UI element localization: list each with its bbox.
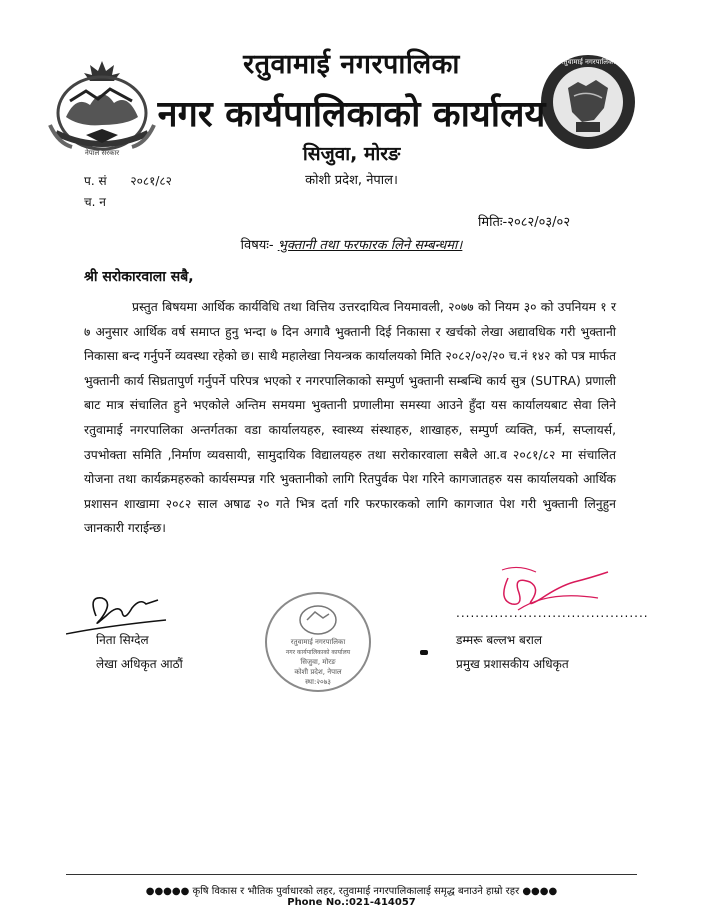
patra-value: २०८१/८२ — [130, 174, 172, 188]
office-stamp — [263, 590, 373, 695]
subject-line — [0, 235, 703, 253]
left-signatory-name: निता सिग्देल — [96, 633, 149, 647]
office-province: कोशी प्रदेश, नेपाल। — [305, 173, 398, 188]
letter-body: प्रस्तुत बिषयमा आर्थिक कार्यविधि तथा वित्तिय उत्तरदायित्व नियमावली, २०७७ को नियम ३० को उपनियम १ र ७ अनुसार आर्थिक वर्ष समाप्त हुनु भन्दा ७ दिन अगावै भुक्तानी दिई निकासा र खर्चको लेखा अद्यावधिक गरी भुक्तानी निकासा बन्द गर्नुपर्ने व्यवस्था रहेको छ। साथै महालेखा नियन्त्रक कार्यालयको मिति २०८२/०२/२० च.नं १४२ को पत्र मार्फत भुक्तानी कार्य सिघ्रतापुर्ण गर्नुपर्ने परिपत्र भएको र नगरपालिकाको सम्पुर्ण भुक्तानी सम्बन्धि कार्य सुत्र (SUTRA) प्रणाली बाट मात्र संचालित हुने भएकोले अन्तिम समयमा भुक्तानी प्रणालीमा समस्या आउने हुँदा यस कार्यालयबाट सेवा लिने रतुवामाई नगरपालिका अन्तर्गतका वडा कार्यालयहरु, स्वास्थ्य संस्थाहरु, शाखाहरु, सम्पुर्ण व्यक्ति, फर्म, सप्लायर्स, उपभोक्ता समिति ,निर्माण व्यवसायी, सामुदायिक विद्यालयहरु तथा सरोकारवाला सबैले आ.व २०८१/८२ मा संचालित योजना तथा कार्यक्रमहरुको कार्यसम्पन्न गरि भुक्तानीको लागि रितपुर्वक पेश गरिने कागजातहरु यस कार्यालयको आर्थिक प्रशासन शाखामा २०८२ साल अषाढ २० गते भित्र दर्ता गरि फरफारकको लागि कागजात पेश गरी भुक्तानी लिनुहुन जानकारी गराईन्छ। — [84, 300, 616, 536]
office-name: नगर कार्यपालिकाको कार्यालय — [157, 94, 546, 135]
stamp-line-1: रतुवामाई नगरपालिका — [290, 638, 346, 646]
left-signature-scribble — [66, 586, 176, 636]
right-signature-line: ........................................ — [456, 606, 649, 620]
patra-sankhya — [84, 172, 172, 189]
chalani-number: च. न — [84, 195, 106, 209]
stamp-line-2: नगर कार्यपालिकाको कार्यालय — [285, 649, 351, 656]
patra-label: प. सं — [84, 174, 107, 188]
footer-motto: ●●●●● कृषि विकास र भौतिक पुर्वाधारको लहर, रतुवामाई नगरपालिकालाई समृद्ध बनाउने हाम्रो रहर ●●●● — [145, 886, 558, 897]
footer-phone: Phone No.:021-414057 — [287, 897, 416, 908]
salutation: श्री सरोकारवाला सबै, — [84, 269, 194, 285]
right-signatory-name: डम्मरू बल्लभ बराल — [456, 633, 542, 647]
right-emblem-text: रतुवामाई नगरपालिका — [560, 58, 616, 66]
right-signatory-title: प्रमुख प्रशासकीय अधिकृत — [456, 657, 569, 671]
ink-mark — [420, 650, 428, 655]
letter-date: मितिः-२०८२/०३/०२ — [478, 215, 571, 230]
stamp-line-5: स्था:२०७३ — [305, 678, 331, 686]
municipality-name: रतुवामाई नगरपालिका — [243, 49, 460, 80]
stamp-line-4: कोशी प्रदेश, नेपाल — [294, 668, 342, 676]
left-signatory-title: लेखा अधिकृत आठौं — [96, 657, 183, 671]
stamp-line-3: सिजुवा, मोरङ — [300, 658, 336, 666]
footer-divider — [66, 874, 637, 875]
office-location: सिजुवा, मोरङ — [302, 143, 401, 165]
left-emblem-text: नेपाल सरकार — [84, 149, 120, 157]
subject-text: भुक्तानी तथा फरफारक लिने सम्बन्धमा। — [277, 238, 463, 253]
subject-label: विषयः- — [240, 238, 274, 253]
